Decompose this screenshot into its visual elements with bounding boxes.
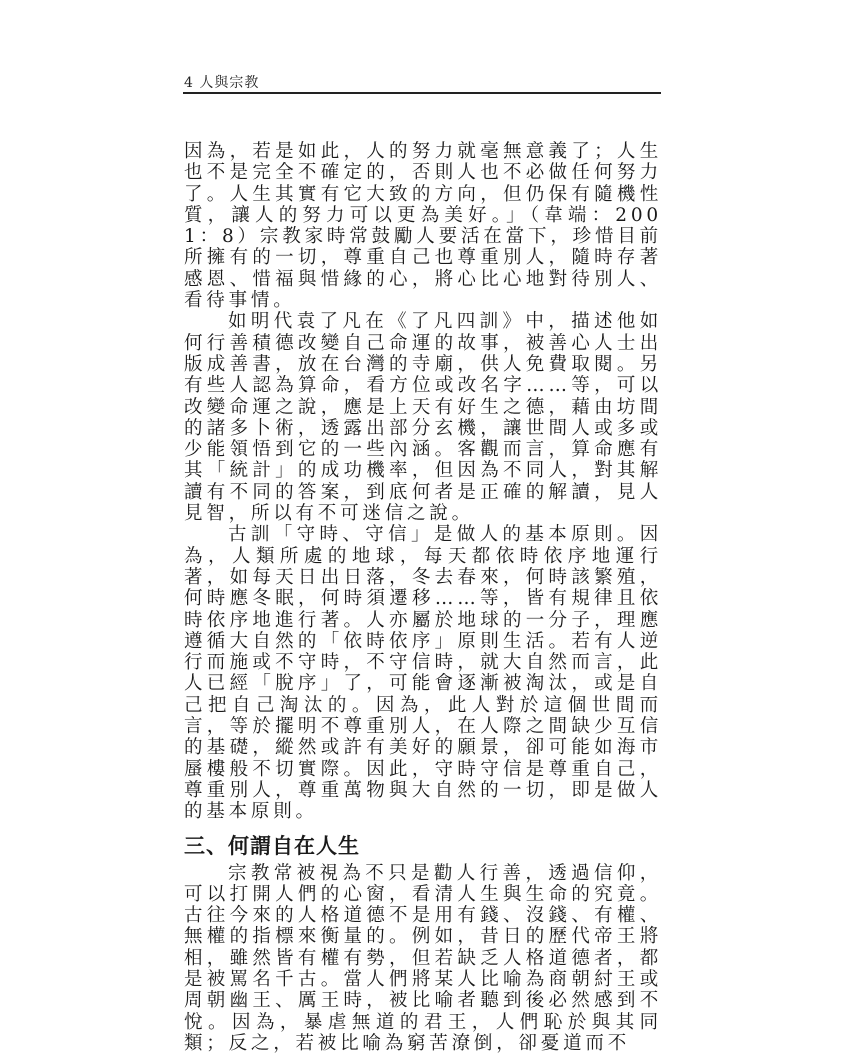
running-header (184, 72, 259, 92)
page-body (184, 141, 662, 1054)
chapter-title: 人與宗教 (199, 75, 259, 91)
page-number: 4 (184, 75, 194, 91)
paragraph-continued: 因為，若是如此，人的努力就毫無意義了；人生也不是完全不確定的，否則人也不必做任何努力了。人生其實有它大致的方向，但仍保有隨機性質，讓人的努力可以更為美好。」（韋端：2001：8）宗教家時常鼓勵人要活在當下，珍惜目前所擁有的一切，尊重自己也尊重別人，隨時存著感恩、惜福與惜緣的心，將心比心地對待別人、看待事情。 (184, 141, 662, 311)
paragraph: 古訓「守時、守信」是做人的基本原則。因為，人類所處的地球，每天都依時依序地運行著，如每天日出日落，冬去春來，何時該繁殖，何時應冬眠，何時須遷移……等，皆有規律且依時依序地進行著。人亦屬於地球的一分子，理應遵循大自然的「依時依序」原則生活。若有人逆行而施或不守時，不守信時，就大自然而言，此人已經「脫序」了，可能會逐漸被淘汰，或是自己把自己淘汰的。因為，此人對於這個世間而言，等於擺明不尊重別人，在人際之間缺少互信的基礎，縱然或許有美好的願景，卻可能如海市蜃樓般不切實際。因此，守時守信是尊重自己，尊重別人，尊重萬物與大自然的一切，即是做人的基本原則。 (184, 524, 662, 822)
paragraph: 如明代袁了凡在《了凡四訓》中，描述他如何行善積德改變自己命運的故事，被善心人士出版成善書，放在台灣的寺廟，供人免費取閱。另有些人認為算命，看方位或改名字……等，可以改變命運之說，應是上天有好生之德，藉由坊間的諸多卜術，透露出部分玄機，讓世間人或多或少能領悟到它的一些內涵。客觀而言，算命應有其「統計」的成功機率，但因為不同人，對其解讀有不同的答案，到底何者是正確的解讀，見人見智，所以有不可迷信之說。 (184, 311, 662, 524)
header-rule (183, 92, 661, 94)
paragraph: 宗教常被視為不只是勸人行善，透過信仰，可以打開人們的心窗，看清人生與生命的究竟。古往今來的人格道德不是用有錢、沒錢、有權、無權的指標來衡量的。例如，昔日的歷代帝王將相，雖然皆有權有勢，但若缺乏人格道德者，都是被罵名千古。當人們將某人比喻為商朝紂王或周朝幽王、厲王時，被比喻者聽到後必然感到不悅。因為，暴虐無道的君王，人們恥於與其同類；反之，若被比喻為窮苦潦倒，卻憂道而不 (184, 863, 662, 1054)
section-heading: 三、何謂自在人生 (184, 833, 662, 859)
